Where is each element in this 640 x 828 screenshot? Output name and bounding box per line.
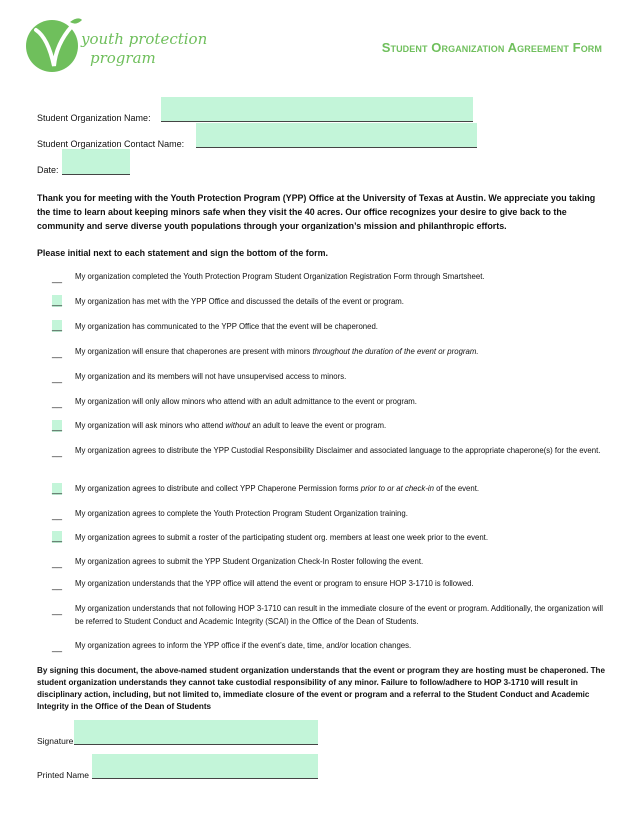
statement-10: My organization agrees to complete the Youth Protection Program Student Organization training. — [75, 509, 408, 518]
contact-name-label: Student Organization Contact Name: — [37, 139, 185, 149]
closing-paragraph: By signing this document, the above-named student organization understands that the event or program they are hosting must be chaperoned. The student organization understands they cannot take custodial responsibility of any minor. Failure to follow/adhere to HOP 3-1710 will result in disciplinary action, including, but not limited to, immediate closure of the event or program and a referral to the Student Conduct and Academic Integrity in the Office of the Dean of Students — [37, 666, 605, 711]
ypp-leaf-icon — [26, 16, 86, 74]
signature-underline — [74, 744, 318, 745]
signature-label: Signature — [37, 736, 74, 746]
initial-field[interactable]: __ — [52, 447, 63, 457]
date-input[interactable] — [62, 149, 130, 174]
statement-2: My organization has met with the YPP Office and discussed the details of the event or program. — [75, 297, 404, 306]
form-title: Student Organization Agreement Form — [381, 40, 602, 55]
statement-1: My organization completed the Youth Protection Program Student Organization Registration Form through Smartsheet. — [75, 272, 485, 281]
statement-6: My organization will only allow minors who attend with an adult admittance to the event or program. — [75, 397, 417, 406]
initial-field[interactable]: __ — [52, 558, 63, 568]
initial-field[interactable]: __ — [52, 273, 63, 283]
org-name-input[interactable] — [161, 97, 473, 121]
contact-name-underline — [196, 147, 477, 148]
initial-field[interactable]: __ — [52, 580, 63, 590]
statement-7: My organization will ask minors who attend without an adult to leave the event or program. — [75, 421, 387, 430]
statement-12: My organization agrees to submit the YPP Student Organization Check-In Roster following the event. — [75, 557, 424, 566]
initial-field[interactable]: __ — [52, 373, 63, 383]
statement-15: My organization agrees to inform the YPP office if the event’s date, time, and/or location changes. — [75, 641, 412, 650]
statement-14: My organization understands that not following HOP 3-1710 can result in the immediate closure of the event or program. Additionally, the organization will be referred to Student Conduct and Academic Integrity (SCAI) in the Office of the Dean of Students. — [75, 604, 604, 626]
signature-input[interactable] — [74, 720, 318, 744]
ypp-logo — [26, 16, 208, 74]
statement-8: My organization agrees to distribute the YPP Custodial Responsibility Disclaimer and associated language to the appropriate chaperone(s) for the event. — [75, 446, 601, 455]
initial-field[interactable]: __ — [52, 321, 63, 331]
logo-line-1: youth protection — [81, 30, 208, 48]
statement-5: My organization and its members will not have unsupervised access to minors. — [75, 372, 347, 381]
initial-field[interactable]: __ — [52, 510, 63, 520]
printed-name-input[interactable] — [92, 754, 318, 778]
contact-name-input[interactable] — [196, 123, 477, 147]
initial-field[interactable]: __ — [52, 605, 63, 615]
org-name-label: Student Organization Name: — [37, 113, 151, 123]
initial-field[interactable]: __ — [52, 484, 63, 494]
initial-field[interactable]: __ — [52, 532, 63, 542]
initial-field[interactable]: __ — [52, 398, 63, 408]
date-label: Date: — [37, 165, 59, 175]
initial-field[interactable]: __ — [52, 348, 63, 358]
logo-line-2: program — [90, 49, 156, 67]
printed-name-underline — [92, 778, 318, 779]
initial-field[interactable]: __ — [52, 642, 63, 652]
org-name-underline — [161, 121, 473, 122]
statement-9: My organization agrees to distribute and collect YPP Chaperone Permission forms prior to or at check-in of the event. — [75, 484, 480, 493]
initial-field[interactable]: __ — [52, 421, 63, 431]
date-underline — [62, 174, 130, 175]
intro-paragraph: Thank you for meeting with the Youth Protection Program (YPP) Office at the University of Texas at Austin. We appreciate you taking the time to learn about keeping minors safe when they visit the 40 acres. Our office recognizes your desire to give back to the community and serve diverse youth populations through your organization’s mission and philanthropic efforts. — [37, 193, 596, 231]
instruction-text: Please initial next to each statement and sign the bottom of the form. — [37, 248, 328, 258]
statement-13: My organization understands that the YPP office will attend the event or program to ensure HOP 3-1710 is followed. — [75, 579, 474, 588]
statement-11: My organization agrees to submit a roster of the participating student org. members at least one week prior to the event. — [75, 533, 489, 542]
statement-3: My organization has communicated to the YPP Office that the event will be chaperoned. — [75, 322, 378, 331]
printed-name-label: Printed Name — [37, 770, 89, 780]
initial-field[interactable]: __ — [52, 296, 63, 306]
statement-4: My organization will ensure that chaperones are present with minors throughout the duration of the event or program. — [75, 347, 479, 356]
